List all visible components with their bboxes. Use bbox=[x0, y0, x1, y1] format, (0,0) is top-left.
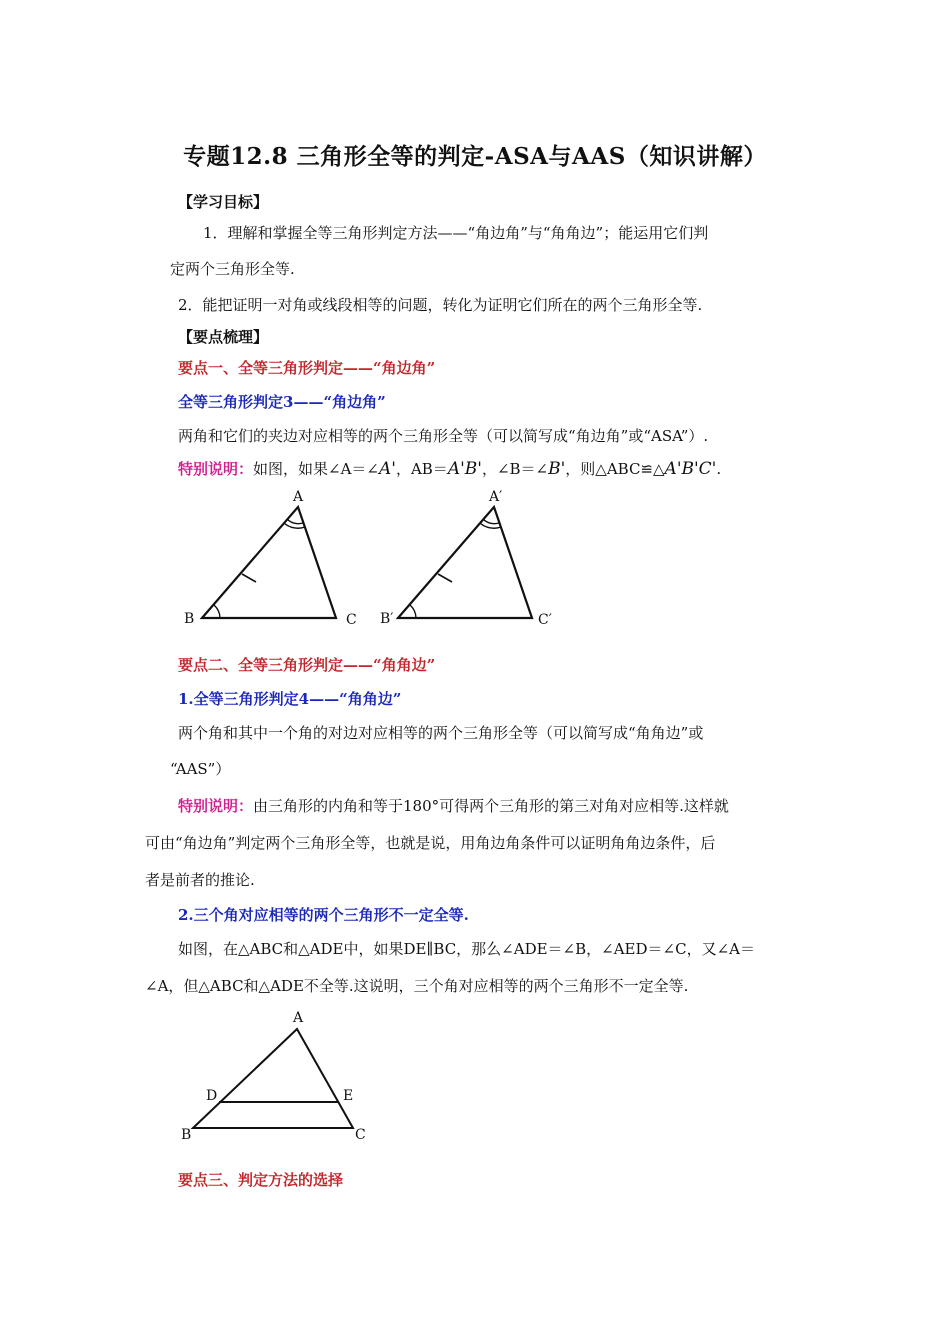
note-1-part: . bbox=[716, 460, 722, 478]
label-d: D bbox=[206, 1088, 218, 1104]
side-tick-mark bbox=[438, 574, 452, 582]
point-1-text: 两角和它们的夹边对应相等的两个三角形全等（可以简写成“角边角”或“ASA”）. bbox=[178, 427, 709, 445]
triangle-abc-outline bbox=[202, 507, 336, 618]
label-b: B bbox=[181, 1127, 192, 1143]
math-b-prime: B' bbox=[548, 459, 566, 479]
label-a: A bbox=[293, 1010, 304, 1026]
note-1-part: 如图，如果∠A＝∠ bbox=[253, 460, 379, 478]
triangle-abc bbox=[184, 490, 357, 628]
note-2-line-1 bbox=[178, 795, 729, 816]
point-2-text-line-1: 两个角和其中一个角的对边对应相等的两个三角形全等（可以简写成“角角边”或 bbox=[178, 724, 704, 742]
note-1-part: ，则△ABC≌△ bbox=[565, 460, 665, 478]
math-abc-prime: A'B'C' bbox=[664, 459, 717, 479]
note-2-text: 由三角形的内角和等于180°可得两个三角形的第三对角对应相等.这样就 bbox=[253, 797, 729, 815]
note-label: 特别说明： bbox=[178, 797, 254, 815]
label-a: A bbox=[293, 490, 304, 505]
label-e: E bbox=[343, 1088, 354, 1104]
label-c: C bbox=[346, 612, 357, 628]
math-ab-prime: A'B' bbox=[447, 459, 482, 479]
point-3-heading: 要点三、判定方法的选择 bbox=[178, 1171, 344, 1189]
goals-heading: 【学习目标】 bbox=[178, 193, 269, 211]
point-2-text-line-2: “AAS”） bbox=[170, 760, 231, 778]
point-2-heading: 要点二、全等三角形判定——“角角边” bbox=[178, 656, 436, 674]
figure-similar-triangles bbox=[175, 1005, 385, 1145]
label-b-prime: B′ bbox=[380, 611, 394, 627]
triangle-abc-prime-outline bbox=[398, 507, 532, 618]
side-tick-mark bbox=[242, 574, 256, 582]
point-1-heading: 要点一、全等三角形判定——“角边角” bbox=[178, 359, 436, 377]
angle-a-prime-arc-inner bbox=[483, 519, 499, 524]
label-c-prime: C′ bbox=[538, 612, 552, 628]
note-2-line-3: 者是前者的推论. bbox=[145, 871, 255, 889]
goal-2: 2．能把证明一对角或线段相等的问题，转化为证明它们所在的两个三角形全等. bbox=[178, 296, 703, 314]
figure-congruent-triangles bbox=[170, 490, 570, 635]
note-2-line-2: 可由“角边角”判定两个三角形全等，也就是说，用角边角条件可以证明角角边条件，后 bbox=[145, 834, 716, 852]
math-a-prime: A' bbox=[379, 459, 396, 479]
note-1-part: ，∠B＝∠ bbox=[481, 460, 549, 478]
angle-a-arc-inner bbox=[287, 519, 303, 524]
note-1 bbox=[178, 458, 721, 479]
page-title: 专题12.8 三角形全等的判定-ASA与AAS（知识讲解） bbox=[183, 143, 767, 170]
label-a-prime: A′ bbox=[489, 490, 503, 505]
points-heading: 【要点梳理】 bbox=[178, 328, 269, 346]
point-2-subheading-2: 2.三个角对应相等的两个三角形不一定全等. bbox=[178, 906, 469, 924]
triangle-abc-prime bbox=[380, 490, 552, 628]
note-label: 特别说明： bbox=[178, 460, 254, 478]
label-c: C bbox=[355, 1127, 366, 1143]
triangle-abc-outline bbox=[193, 1029, 353, 1128]
point-2-paragraph-line-1: 如图，在△ABC和△ADE中，如果DE∥BC，那么∠ADE＝∠B，∠AED＝∠C，又∠A＝ bbox=[178, 940, 755, 958]
point-2-paragraph-line-2: ∠A，但△ABC和△ADE不全等.这说明，三个角对应相等的两个三角形不一定全等. bbox=[145, 977, 689, 995]
angle-b-arc bbox=[214, 605, 220, 618]
goal-1-line-1: 1．理解和掌握全等三角形判定方法——“角边角”与“角角边”；能运用它们判 bbox=[203, 224, 709, 242]
label-b: B bbox=[184, 611, 195, 627]
point-1-subheading: 全等三角形判定3——“角边角” bbox=[178, 393, 386, 411]
point-2-subheading-1: 1.全等三角形判定4——“角角边” bbox=[178, 690, 402, 708]
angle-b-prime-arc bbox=[410, 605, 416, 618]
note-1-part: ，AB＝ bbox=[395, 460, 448, 478]
goal-1-line-2: 定两个三角形全等. bbox=[170, 260, 295, 278]
